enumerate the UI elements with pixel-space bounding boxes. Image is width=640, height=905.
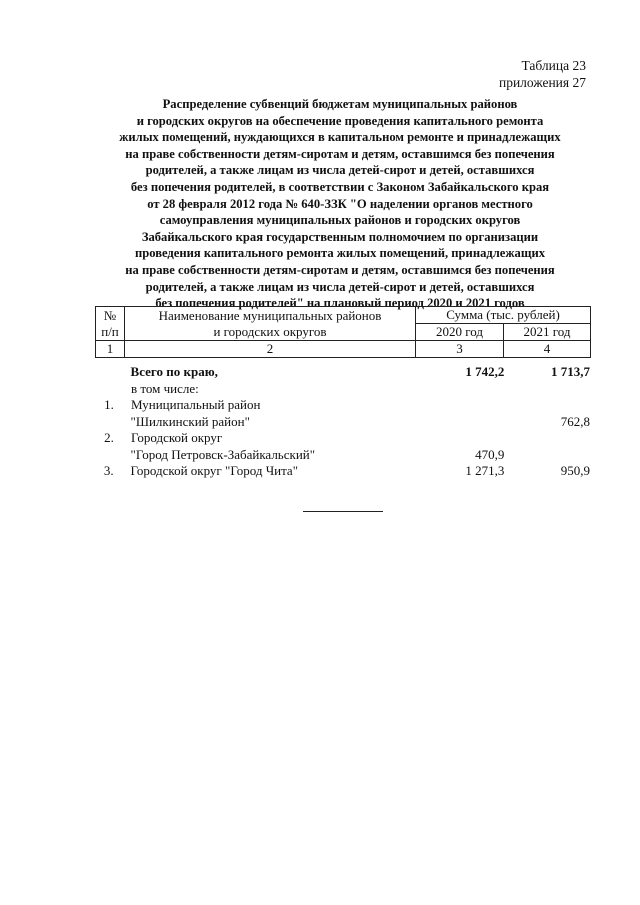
row-2020: 470,9 bbox=[475, 446, 505, 462]
title-line: от 28 февраля 2012 года № 640-ЗЗК "О наделении органов местного bbox=[147, 196, 533, 211]
title-line: самоуправления муниципальных районов и городских округов bbox=[159, 213, 521, 228]
col-index: 4 bbox=[504, 341, 591, 358]
including-label: в том числе: bbox=[131, 380, 199, 396]
col-index: 2 bbox=[125, 341, 416, 358]
col-header-2021: 2021 год bbox=[504, 324, 591, 341]
title-line: без попечения родителей, в соответствии с Законом Забайкальского края bbox=[130, 179, 550, 194]
col-header-number: № п/п bbox=[96, 307, 125, 341]
appendix-number: приложения 27 bbox=[498, 75, 586, 90]
row-name: "Город Петровск-Забайкальский" bbox=[130, 446, 316, 462]
table-row bbox=[95, 447, 590, 464]
col-index: 3 bbox=[416, 341, 504, 358]
end-divider bbox=[303, 511, 383, 512]
table-row bbox=[95, 414, 590, 431]
including-row bbox=[95, 381, 590, 398]
col-index: 1 bbox=[96, 341, 125, 358]
col-header-name: Наименование муниципальных районов и городских округов bbox=[125, 307, 416, 341]
row-number: 2. bbox=[104, 430, 114, 445]
col-header-2020: 2020 год bbox=[416, 324, 504, 341]
title-line: без попечения родителей" на плановый период 2020 и 2021 годов bbox=[155, 296, 525, 311]
row-2021: 950,9 bbox=[560, 463, 590, 478]
row-name: Городской округ "Город Чита" bbox=[130, 463, 299, 478]
row-name: Муниципальный район bbox=[131, 397, 261, 412]
row-2020: 1 271,3 bbox=[465, 463, 505, 478]
table-header bbox=[95, 306, 591, 358]
row-number: 3. bbox=[103, 463, 114, 478]
title-line: родителей, а также лицам из числа детей-сирот и детей, оставшихся bbox=[145, 163, 535, 178]
title-line: проведения капитального ремонта жилых помещений, принадлежащих bbox=[134, 246, 546, 261]
table-body bbox=[95, 364, 590, 480]
title-line: и городских округов на обеспечение проведения капитального ремонта bbox=[136, 113, 544, 128]
table-number: Таблица 23 bbox=[521, 58, 586, 73]
total-row bbox=[95, 364, 590, 381]
total-label: Всего по краю, bbox=[130, 364, 218, 379]
table-row bbox=[95, 397, 590, 414]
row-2021: 762,8 bbox=[560, 413, 590, 429]
title-line: на праве собственности детям-сиротам и детям, оставшимся без попечения bbox=[125, 262, 555, 277]
total-2021: 1 713,7 bbox=[551, 364, 590, 379]
table-row bbox=[95, 430, 590, 447]
title-line: Забайкальского края государственным полномочием по организации bbox=[141, 229, 539, 244]
row-number: 1. bbox=[104, 397, 114, 412]
row-2021 bbox=[504, 447, 590, 464]
row-name: "Шилкинский район" bbox=[130, 413, 250, 429]
row-name: Городской округ bbox=[131, 430, 223, 445]
title-line: родителей, а также лицам из числа детей-сирот и детей, оставшихся bbox=[145, 279, 535, 294]
document-title bbox=[84, 96, 596, 312]
title-line: Распределение субвенций бюджетам муниципальных районов bbox=[162, 97, 518, 111]
col-header-sum: Сумма (тыс. рублей) bbox=[416, 307, 591, 324]
table-reference bbox=[499, 57, 586, 91]
title-line: на праве собственности детям-сиротам и детям, оставшимся без попечения bbox=[125, 146, 555, 161]
row-2020 bbox=[426, 414, 505, 431]
total-2020: 1 742,2 bbox=[465, 364, 505, 379]
title-line: жилых помещений, нуждающихся в капитальном ремонте и принадлежащих bbox=[119, 130, 561, 145]
table-row bbox=[95, 463, 590, 480]
